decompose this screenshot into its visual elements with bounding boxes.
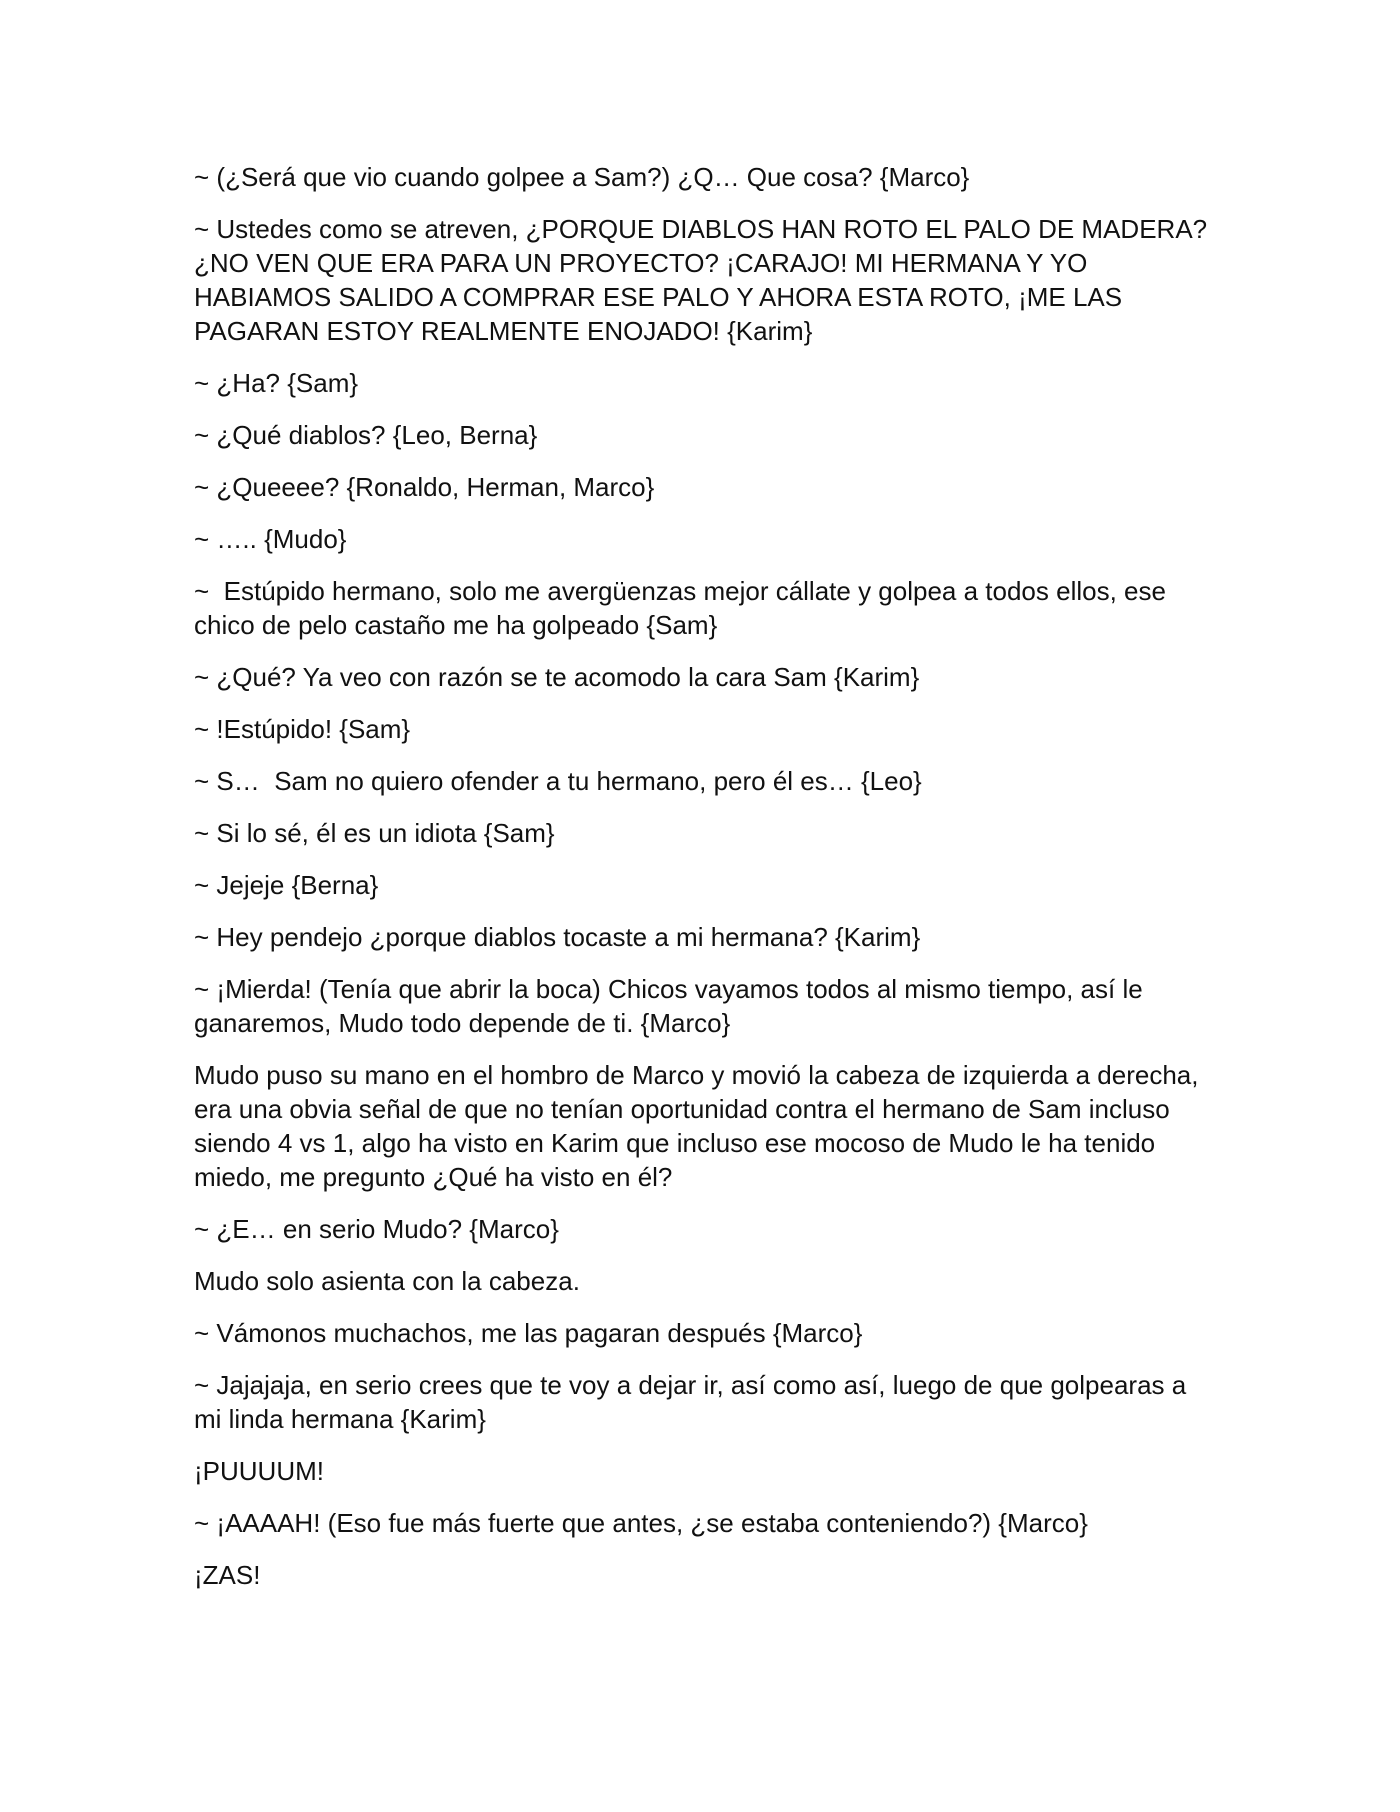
narration-paragraph: Mudo puso su mano en el hombro de Marco y movió la cabeza de izquierda a derecha, era una obvia señal de que no tenían oportunidad contra el hermano de Sam incluso siendo 4 vs 1, algo ha visto en Karim que incluso ese mocoso de Mudo le ha tenido miedo, me pregunto ¿Qué ha visto en él? [194, 1060, 1206, 1192]
dialogue-line: ~ ….. {Mudo} [194, 524, 347, 554]
dialogue-line: ~ ¡Mierda! (Tenía que abrir la boca) Chicos vayamos todos al mismo tiempo, así le ganaremos, Mudo todo depende de ti. {Marco} [194, 974, 1150, 1038]
dialogue-line: ~ Jajajaja, en serio crees que te voy a dejar ir, así como así, luego de que golpearas a mi linda hermana {Karim} [194, 1370, 1194, 1434]
narration-paragraph: Mudo solo asienta con la cabeza. [194, 1266, 580, 1296]
dialogue-line: ~ Jejeje {Berna} [194, 870, 379, 900]
dialogue-line: ~ ¡AAAAH! (Eso fue más fuerte que antes, ¿se estaba conteniendo?) {Marco} [194, 1508, 1088, 1538]
dialogue-line: ~ Si lo sé, él es un idiota {Sam} [194, 818, 555, 848]
dialogue-line: ~ ¿Qué diablos? {Leo, Berna} [194, 420, 538, 450]
dialogue-line: ~ Vámonos muchachos, me las pagaran después {Marco} [194, 1318, 863, 1348]
dialogue-line: ~ ¿Ha? {Sam} [194, 368, 359, 398]
dialogue-line: ~ ¿Queeee? {Ronaldo, Herman, Marco} [194, 472, 655, 502]
dialogue-line: ~ (¿Será que vio cuando golpee a Sam?) ¿Q… Que cosa? {Marco} [194, 162, 970, 192]
dialogue-line: ~ ¿Qué? Ya veo con razón se te acomodo la cara Sam {Karim} [194, 662, 920, 692]
dialogue-line: ~ Estúpido hermano, solo me avergüenzas mejor cállate y golpea a todos ellos, ese chico de pelo castaño me ha golpeado {Sam} [194, 576, 1174, 640]
document-page [194, 160, 1214, 1610]
sound-effect: ¡PUUUUM! [194, 1456, 324, 1486]
dialogue-line: ~ !Estúpido! {Sam} [194, 714, 411, 744]
dialogue-line: ~ Ustedes como se atreven, ¿PORQUE DIABLOS HAN ROTO EL PALO DE MADERA? ¿NO VEN QUE ERA PARA UN PROYECTO? ¡CARAJO! MI HERMANA Y YO HABIAMOS SALIDO A COMPRAR ESE PALO Y AHORA ESTA ROTO, ¡ME LAS PAGARAN ESTOY REALMENTE ENOJADO! {Karim} [194, 214, 1215, 346]
dialogue-line: ~ Hey pendejo ¿porque diablos tocaste a mi hermana? {Karim} [194, 922, 921, 952]
dialogue-line: ~ ¿E… en serio Mudo? {Marco} [194, 1214, 559, 1244]
sound-effect: ¡ZAS! [194, 1560, 261, 1590]
dialogue-line: ~ S… Sam no quiero ofender a tu hermano, pero él es… {Leo} [194, 766, 922, 796]
